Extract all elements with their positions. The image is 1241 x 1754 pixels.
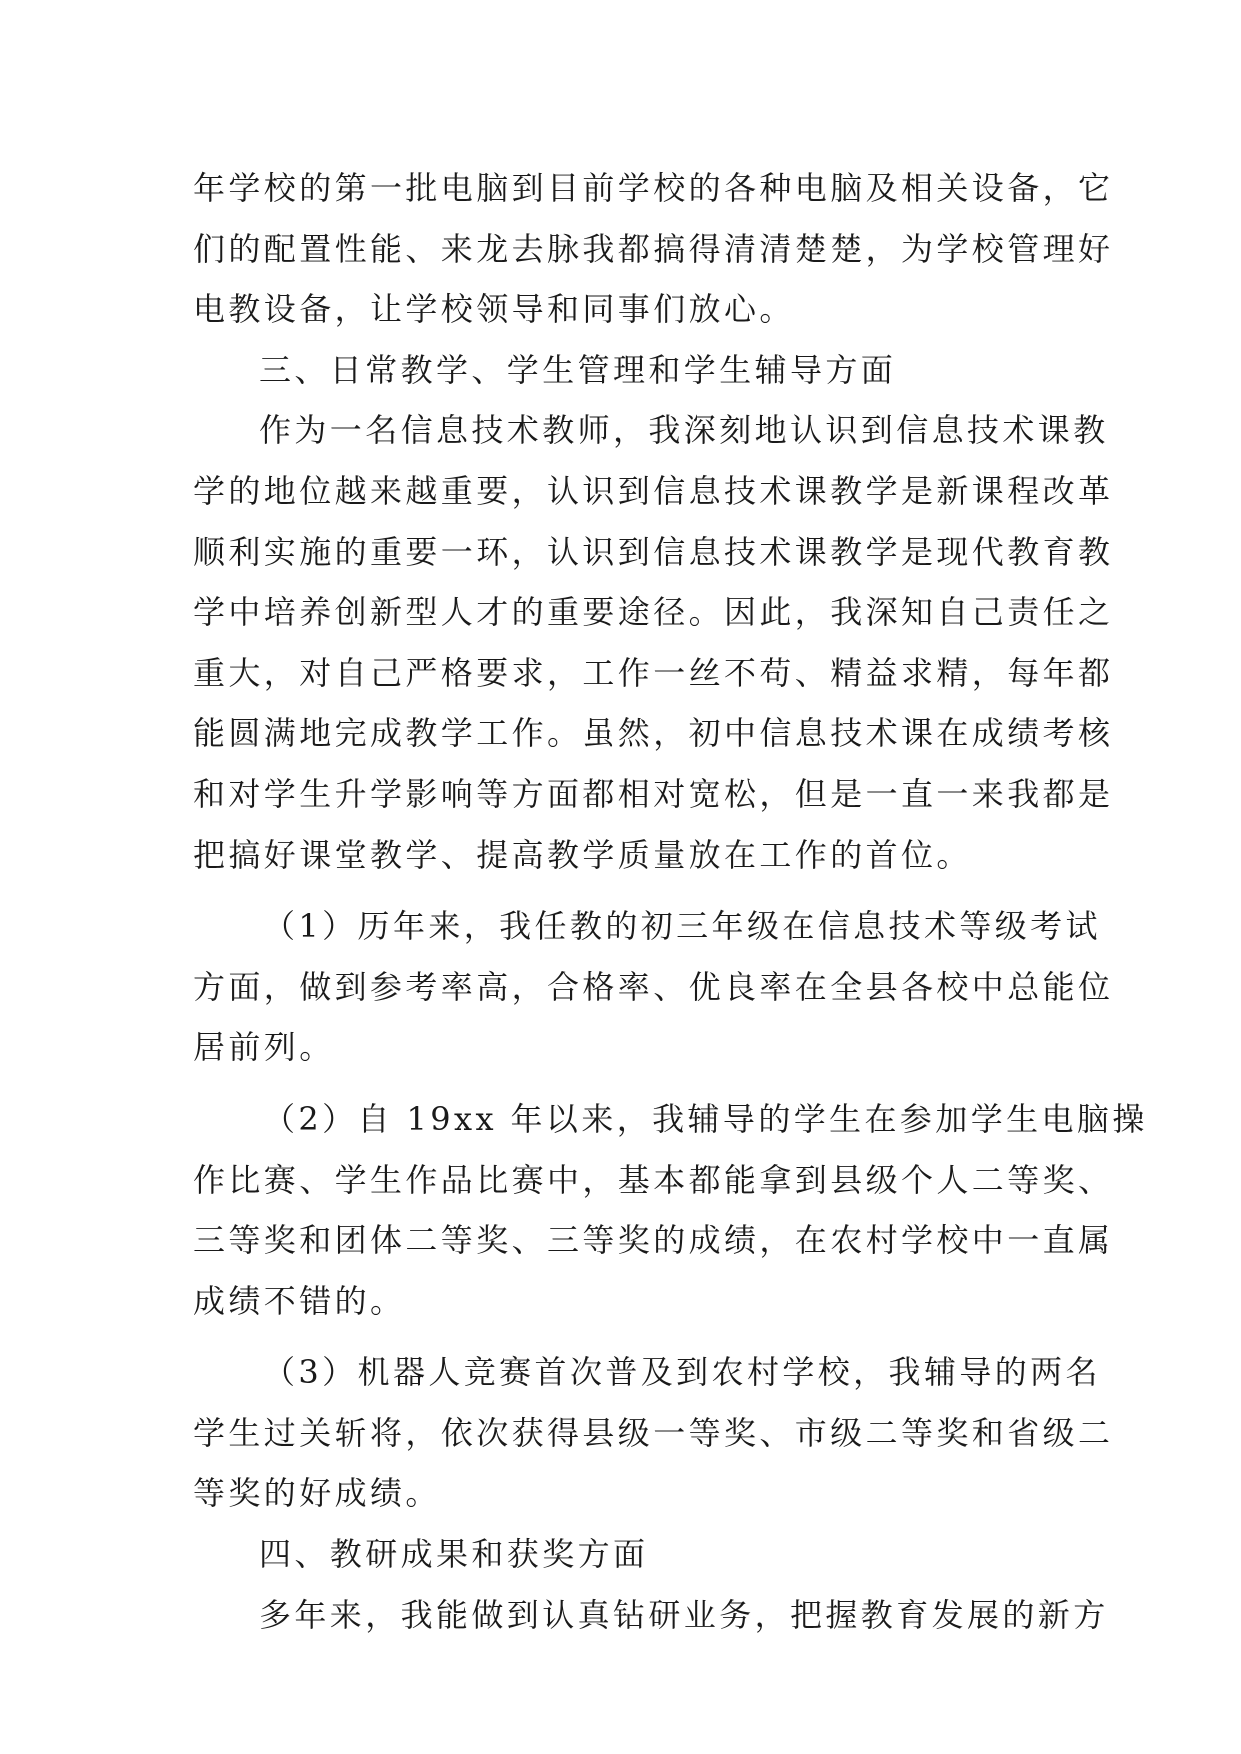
document-body — [193, 158, 1148, 1645]
paragraph-line: 成绩不错的。 — [193, 1281, 406, 1320]
paragraph-line: 能圆满地完成教学工作。虽然，初中信息技术课在成绩考核 — [193, 714, 1114, 753]
paragraph-line: 多年来，我能做到认真钻研业务，把握教育发展的新方 — [259, 1595, 1109, 1634]
paragraph-line: 把搞好课堂教学、提高教学质量放在工作的首位。 — [193, 835, 972, 874]
list-item-2: （2）自 19xx 年以来，我辅导的学生在参加学生电脑操 — [263, 1099, 1148, 1138]
paragraph-line: 学中培养创新型人才的重要途径。因此，我深知自己责任之 — [193, 593, 1114, 632]
list-item-3: （3）机器人竞赛首次普及到农村学校，我辅导的两名 — [263, 1353, 1101, 1392]
paragraph-line: 和对学生升学影响等方面都相对宽松，但是一直一来我都是 — [193, 774, 1114, 813]
paragraph-line: 年学校的第一批电脑到目前学校的各种电脑及相关设备，它 — [193, 169, 1114, 207]
paragraph-line: 学生过关斩将，依次获得县级一等奖、市级二等奖和省级二 — [193, 1413, 1114, 1452]
paragraph-line: 等奖的好成绩。 — [193, 1474, 441, 1513]
paragraph-line: 作比赛、学生作品比赛中，基本都能拿到县级个人二等奖、 — [193, 1160, 1114, 1199]
paragraph-line: 电教设备，让学校领导和同事们放心。 — [193, 290, 795, 329]
list-item-1: （1）历年来，我任教的初三年级在信息技术等级考试 — [263, 907, 1101, 946]
section-heading-3: 三、日常教学、学生管理和学生辅导方面 — [259, 350, 897, 389]
paragraph-line: 学的地位越来越重要，认识到信息技术课教学是新课程改革 — [193, 471, 1114, 510]
paragraph-line: 居前列。 — [193, 1028, 335, 1067]
paragraph-line: 们的配置性能、来龙去脉我都搞得清清楚楚，为学校管理好 — [193, 229, 1114, 268]
paragraph-line: 方面，做到参考率高，合格率、优良率在全县各校中总能位 — [193, 967, 1114, 1006]
paragraph-line: 重大，对自己严格要求，工作一丝不苟、精益求精，每年都 — [193, 653, 1114, 692]
paragraph-line: 作为一名信息技术教师，我深刻地认识到信息技术课教 — [259, 411, 1109, 450]
paragraph-line: 三等奖和团体二等奖、三等奖的成绩，在农村学校中一直属 — [193, 1221, 1114, 1260]
paragraph-line: 顺利实施的重要一环，认识到信息技术课教学是现代教育教 — [193, 532, 1114, 571]
section-heading-4: 四、教研成果和获奖方面 — [259, 1535, 649, 1574]
